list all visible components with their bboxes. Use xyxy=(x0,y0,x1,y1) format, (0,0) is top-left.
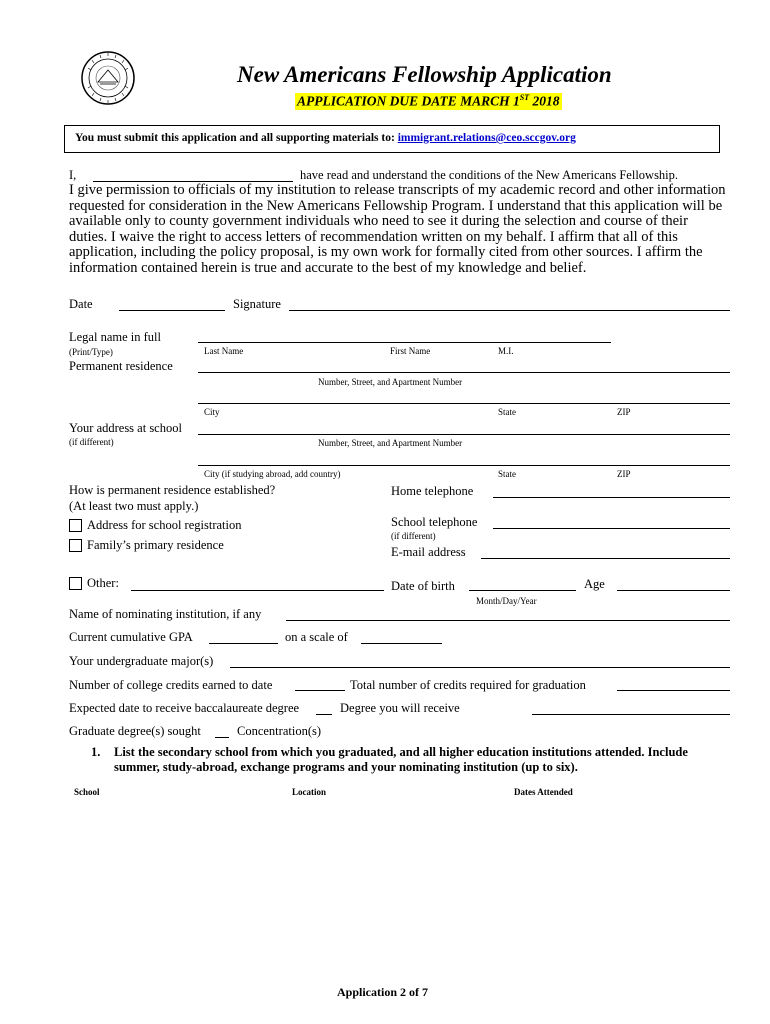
home-telephone-line[interactable] xyxy=(493,497,730,498)
dob-format-caption: Month/Day/Year xyxy=(476,596,537,606)
submit-email-link[interactable]: immigrant.relations@ceo.sccgov.org xyxy=(397,132,576,144)
consent-paragraph: I give permission to officials of my institution to release transcripts of my academic record and other information requested for consideration in the New Americans Fellowship Program. I understand that this application will be available only to county government individuals who need to see it during the selection and course of their duties. I waive the right to access letters of recommendation written on my behalf. I affirm that all of this application, including the policy proposal, is my own work for formally cited from other sources. I affirm the information contained herein is true and accurate to the best of my knowledge and belief. xyxy=(69,182,726,276)
credits-earned-label: Number of college credits earned to date xyxy=(69,678,273,692)
degree-receive-line[interactable] xyxy=(532,714,730,715)
degree-receive-label: Degree you will receive xyxy=(340,701,460,715)
perm-street-line[interactable] xyxy=(198,372,730,373)
nominating-institution-line[interactable] xyxy=(286,620,730,621)
school-state-caption: State xyxy=(498,469,516,479)
submit-instructions: You must submit this application and all supporting materials to: immigrant.relations@ceo.sccgov.org xyxy=(75,132,576,144)
baccalaureate-date-label: Expected date to receive baccalaureate degree xyxy=(69,701,300,715)
majors-line[interactable] xyxy=(230,667,730,668)
due-date-banner: APPLICATION DUE DATE MARCH 1ST 2018 xyxy=(297,93,560,109)
perm-city-line[interactable] xyxy=(198,403,730,404)
school-street-line[interactable] xyxy=(198,434,730,435)
first-name-caption: First Name xyxy=(390,346,431,356)
legal-name-line[interactable] xyxy=(198,342,611,343)
last-name-caption: Last Name xyxy=(204,346,244,356)
page-number: Application 2 of 7 xyxy=(337,985,429,999)
signature-label: Signature xyxy=(233,297,281,311)
residence-note: (At least two must apply.) xyxy=(69,499,199,513)
home-telephone-label: Home telephone xyxy=(391,484,474,498)
school-telephone-note: (if different) xyxy=(391,531,436,541)
perm-city-caption: City xyxy=(204,407,220,417)
location-column-header: Location xyxy=(292,787,327,797)
graduate-degree-line[interactable] xyxy=(215,737,229,738)
date-of-birth-line[interactable] xyxy=(469,590,576,591)
school-registration-checkbox[interactable] xyxy=(69,519,82,532)
school-telephone-line[interactable] xyxy=(493,528,730,529)
school-street-caption: Number, Street, and Apartment Number xyxy=(318,438,463,448)
gpa-label: Current cumulative GPA xyxy=(69,630,193,644)
i-label: I, xyxy=(69,168,77,182)
submit-instructions-box xyxy=(64,125,720,153)
school-address-label: Your address at school xyxy=(69,421,182,435)
item-number: 1. xyxy=(91,745,101,759)
form-title: New Americans Fellowship Application xyxy=(237,62,612,87)
perm-zip-caption: ZIP xyxy=(617,407,631,417)
concentration-label: Concentration(s) xyxy=(237,724,322,738)
date-of-birth-label: Date of birth xyxy=(391,579,455,593)
school-zip-caption: ZIP xyxy=(617,469,631,479)
signature-line[interactable] xyxy=(289,310,730,311)
date-label: Date xyxy=(69,297,93,311)
other-line[interactable] xyxy=(131,590,384,591)
school-city-caption: City (if studying abroad, add country) xyxy=(204,469,341,479)
family-residence-checkbox[interactable] xyxy=(69,539,82,552)
other-checkbox[interactable] xyxy=(69,577,82,590)
school-registration-label: Address for school registration xyxy=(87,518,242,532)
legal-name-label: Legal name in full xyxy=(69,330,161,344)
print-type-note: (Print/Type) xyxy=(69,347,113,357)
middle-initial-caption: M.I. xyxy=(498,346,514,356)
residence-question: How is permanent residence established? xyxy=(69,483,276,497)
email-line[interactable] xyxy=(481,558,730,559)
county-seal-logo xyxy=(80,50,136,106)
age-label: Age xyxy=(584,577,605,591)
credits-required-label: Total number of credits required for graduation xyxy=(350,678,586,692)
baccalaureate-date-line[interactable] xyxy=(316,714,332,715)
age-line[interactable] xyxy=(617,590,730,591)
school-telephone-label: School telephone xyxy=(391,515,478,529)
majors-label: Your undergraduate major(s) xyxy=(69,654,214,668)
school-address-note: (if different) xyxy=(69,437,114,447)
read-conditions-text: have read and understand the conditions of the New Americans Fellowship. xyxy=(300,168,679,182)
nominating-institution-label: Name of nominating institution, if any xyxy=(69,607,262,621)
school-column-header: School xyxy=(74,787,100,797)
permanent-residence-label: Permanent residence xyxy=(69,359,173,373)
gpa-scale-label: on a scale of xyxy=(285,630,348,644)
credits-earned-line[interactable] xyxy=(295,690,345,691)
school-city-line[interactable] xyxy=(198,465,730,466)
other-label: Other: xyxy=(87,576,119,590)
perm-state-caption: State xyxy=(498,407,516,417)
gpa-line[interactable] xyxy=(209,643,278,644)
schools-instruction: List the secondary school from which you graduated, and all higher education institutions attended. Include summer, study-abroad, exchange programs and your nominating institution (up to six). xyxy=(114,745,688,774)
perm-street-caption: Number, Street, and Apartment Number xyxy=(318,377,463,387)
dates-attended-column-header: Dates Attended xyxy=(514,787,573,797)
credits-required-line[interactable] xyxy=(617,690,730,691)
gpa-scale-line[interactable] xyxy=(361,643,442,644)
email-label: E-mail address xyxy=(391,545,466,559)
graduate-degree-label: Graduate degree(s) sought xyxy=(69,724,201,738)
date-line[interactable] xyxy=(119,310,225,311)
family-residence-label: Family’s primary residence xyxy=(87,538,224,552)
